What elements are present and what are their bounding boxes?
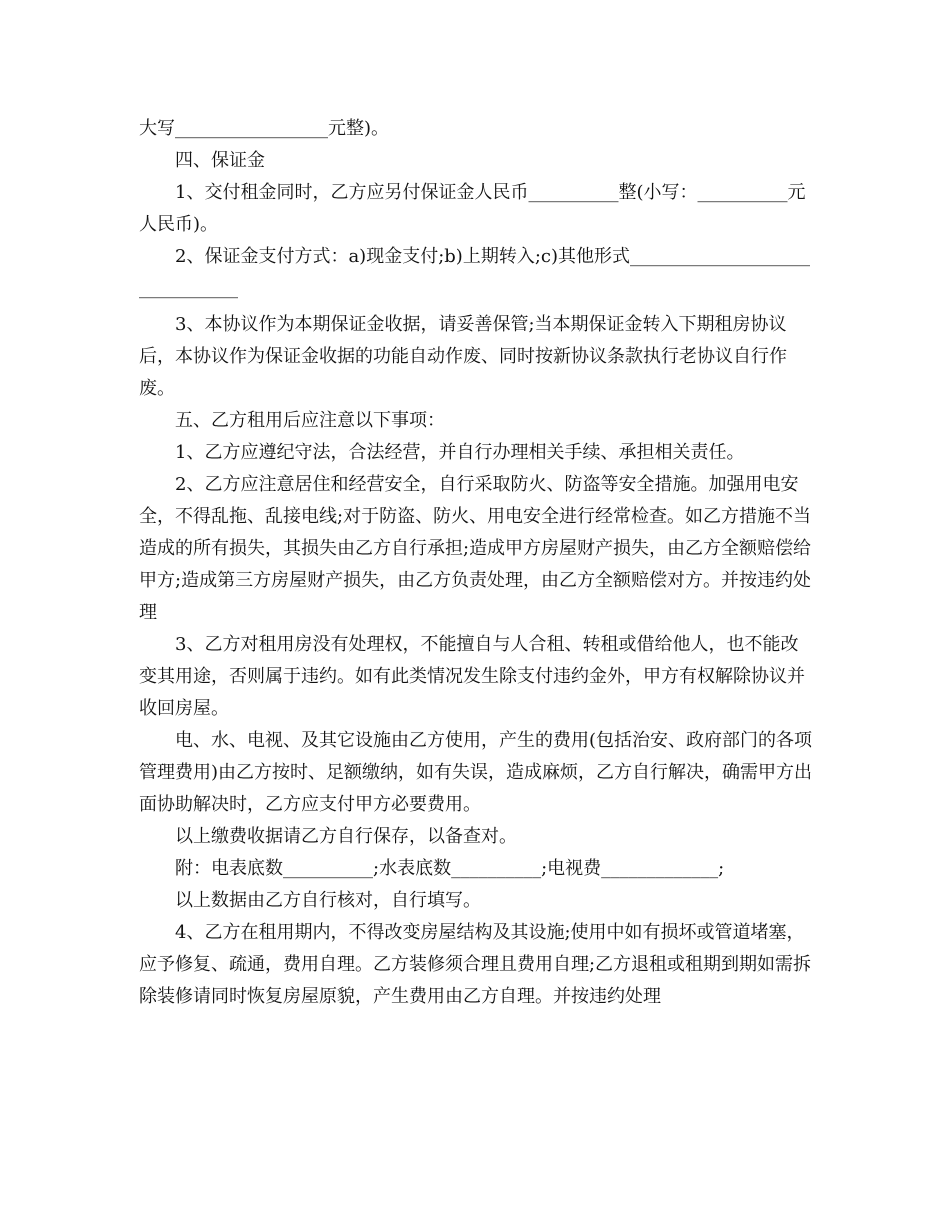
section-heading-deposit: 四、保证金 [175,150,265,171]
paragraph-meter-readings: 附：电表底数__________;水表底数__________;电视费_____________; [175,858,725,879]
paragraph-structure-maintenance: 4、乙方在租用期内，不得改变房屋结构及其设施;使用中如有损坏或管道堵塞，应予修复、疏通，费用自理。乙方装修须合理且费用自理;乙方退租或租期到期如需拆除装修请同时恢复房屋原貌，产生费用由乙方自理。并按违约处理 [139,922,812,1007]
paragraph-tenant-safety: 2、乙方应注意居住和经营安全，自行采取防火、防盗等安全措施。加强用电安全，不得乱拖、乱接电线;对于防盗、防火、用电安全进行经常检查。如乙方措施不当造成的所有损失，其损失由乙方自行承担;造成甲方房屋财产损失，由乙方全额赔偿给甲方;造成第三方房屋财产损失，由乙方负责处理，由乙方全额赔偿对方。并按违约处理 [139,474,812,623]
paragraph-data-verification: 以上数据由乙方自行核对，自行填写。 [175,890,481,911]
paragraph-tenant-no-sublet: 3、乙方对租用房没有处理权，不能擅自与人合租、转租或借给他人，也不能改变其用途，否则属于违约。如有此类情况发生除支付违约金外，甲方有权解除协议并收回房屋。 [139,634,805,719]
paragraph-amount-in-words: 大写_________________元整)。 [139,118,390,139]
paragraph-receipts: 以上缴费收据请乙方自行保存，以备查对。 [175,826,517,847]
paragraph-deposit-receipt: 3、本协议作为本期保证金收据，请妥善保管;当本期保证金转入下期租房协议后，本协议作为保证金收据的功能自动作废、同时按新协议条款执行老协议自行作废。 [139,314,787,399]
paragraph-utilities: 电、水、电视、及其它设施由乙方使用，产生的费用(包括治安、政府部门的各项管理费用)由乙方按时、足额缴纳，如有失误，造成麻烦，乙方自行解决，确需甲方出面协助解决时，乙方应支付甲方必要费用。 [139,730,813,815]
paragraph-deposit-payment-method: 2、保证金支付方式：a)现金支付;b)上期转入;c)其他形式_______________________________ [139,246,810,299]
paragraph-tenant-law-compliance: 1、乙方应遵纪守法，合法经营，并自行办理相关手续、承担相关责任。 [175,442,745,463]
section-heading-tenant-notes: 五、乙方租用后应注意以下事项： [175,410,445,431]
document-body [139,113,814,1013]
paragraph-deposit-amount: 1、交付租金同时，乙方应另付保证金人民币__________整(小写：__________元人民币)。 [139,182,806,235]
